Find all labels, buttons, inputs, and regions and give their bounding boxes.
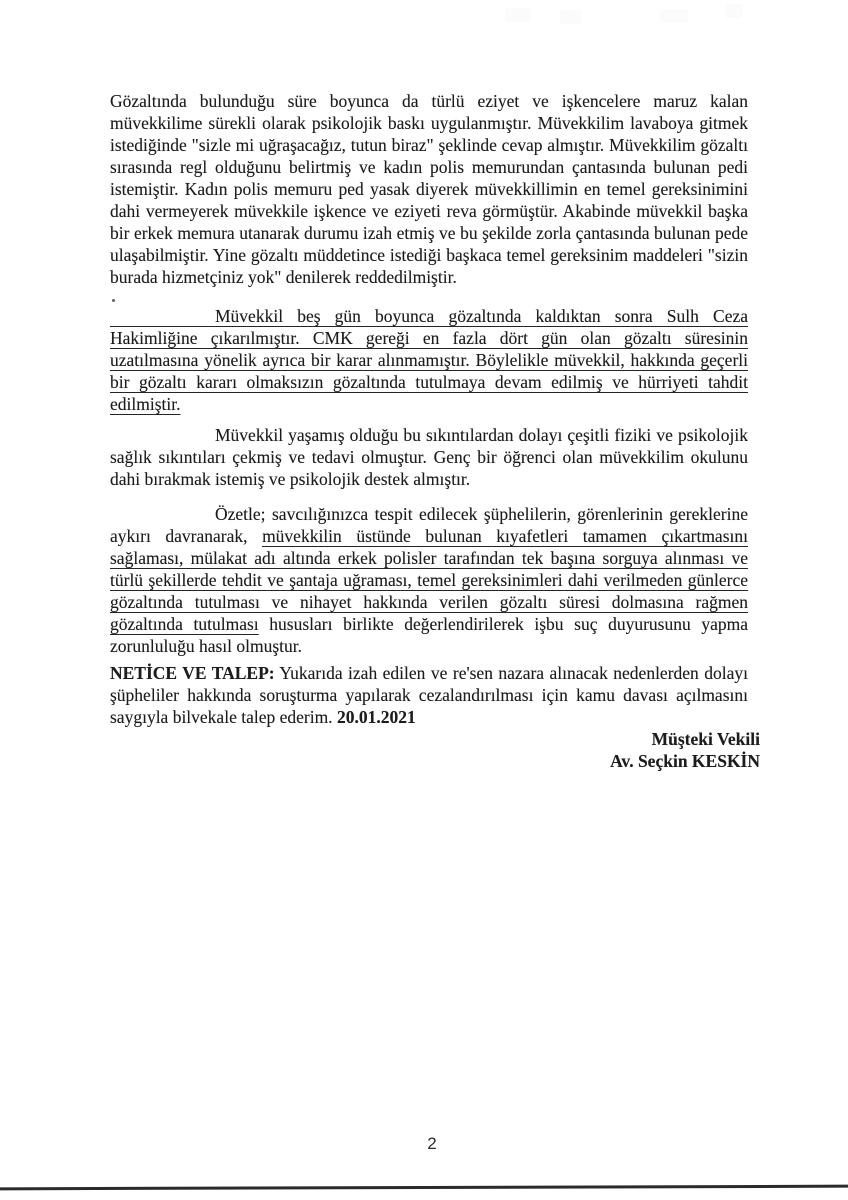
- page-number: 2: [427, 1134, 437, 1153]
- conclusion-heading: NETİCE VE TALEP:: [110, 663, 275, 683]
- scan-artifact: [660, 9, 688, 23]
- document-body: [110, 90, 760, 772]
- paragraph-summary: [110, 503, 748, 657]
- underlined-accusations-text: müvekkilin üstünde bulunan kıyafetleri tamamen çıkartmasını sağlaması, mülakat adı altında erkek polisler tarafından tek başına sorguya alınması ve türlü şekillerde tehdit ve şantaja uğraması, temel gereksinimleri dahi verilmeden günlerce gözaltında tutulması ve nihayet hakkında verilen gözaltı süresi dolmasına rağmen gözaltında tutulması: [110, 526, 748, 634]
- signature-title: Müşteki Vekili: [651, 729, 760, 749]
- scan-artifact: [560, 10, 582, 24]
- paragraph-custody-conditions: [110, 90, 748, 288]
- indent-underline: [110, 326, 215, 327]
- document-date: 20.01.2021: [336, 707, 416, 727]
- scan-artifact: [725, 4, 743, 18]
- paragraph-detention-extension: [110, 305, 748, 415]
- paragraph-health-impact: [110, 424, 748, 490]
- paragraph-conclusion-request: [110, 662, 748, 728]
- signature-block: [110, 728, 760, 772]
- paragraph-text: Yukarıda izah edilen ve re'sen nazara alınacak nedenlerden dolayı şüpheliler hakkında soruşturma yapılarak cezalandırılması için kamu davası açılmasını saygıyla bilvekale talep ederim.: [110, 663, 748, 727]
- paragraph-text: Müvekkil yaşamış olduğu bu sıkıntılardan dolayı çeşitli fiziki ve psikolojik sağlık sıkıntıları çekmiş ve tedavi olmuştur. Genç bir öğrenci olan müvekkilim okulunu dahi bırakmak istemiş ve psikolojik destek almıştır.: [110, 425, 748, 489]
- paragraph-text: Gözaltında bulunduğu süre boyunca da türlü eziyet ve işkencelere maruz kalan müvekkilime sürekli olarak psikolojik baskı uygulanmıştır. Müvekkilim lavaboya gitmek istediğinde "sizle mi uğraşacağız, tutun biraz" şeklinde cevap almıştır. Müvekkilim gözaltı sırasında regl olduğunu belirtmiş ve kadın polis memurundan çantasında bulunan pedi istemiştir. Kadın polis memuru ped yasak diyerek müvekkillimin en temel gereksinimini dahi vermeyerek müvekkile işkence ve eziyeti reva görmüştür. Akabinde müvekkil başka bir erkek memura utanarak durumu izah etmiş ve bu şekilde zorla çantasında bulunan pede ulaşabilmiştir. Yine gözaltı müddetince istediği başkaca temel gereksinim maddeleri "sizin burada hizmetçiniz yok" denilerek reddedilmiştir.: [110, 91, 748, 287]
- scan-artifact: [505, 8, 531, 22]
- bottom-scan-line: [0, 1185, 848, 1190]
- paragraph-text: hususları birlikte değerlendirilerek işbu suç duyurusunu yapma zorunluluğu hasıl olmuştur.: [110, 614, 748, 656]
- signature-name: Av. Seçkin KESKİN: [610, 751, 760, 771]
- paragraph-text: Özetle; savcılığınızca tespit edilecek şüphelilerin, görenlerinin gereklerine aykırı davranarak,: [110, 504, 748, 546]
- underlined-paragraph-text: Müvekkil beş gün boyunca gözaltında kaldıktan sonra Sulh Ceza Hakimliğine çıkarılmıştır. CMK gereği en fazla dört gün olan gözaltı süresinin uzatılmasına yönelik ayrıca bir karar alınmamıştır. Böylelikle müvekkil, hakkında geçerli bir gözaltı kararı olmaksızın gözaltında tutulmaya devam edilmiş ve hürriyeti tahdit edilmiştir.: [110, 306, 748, 414]
